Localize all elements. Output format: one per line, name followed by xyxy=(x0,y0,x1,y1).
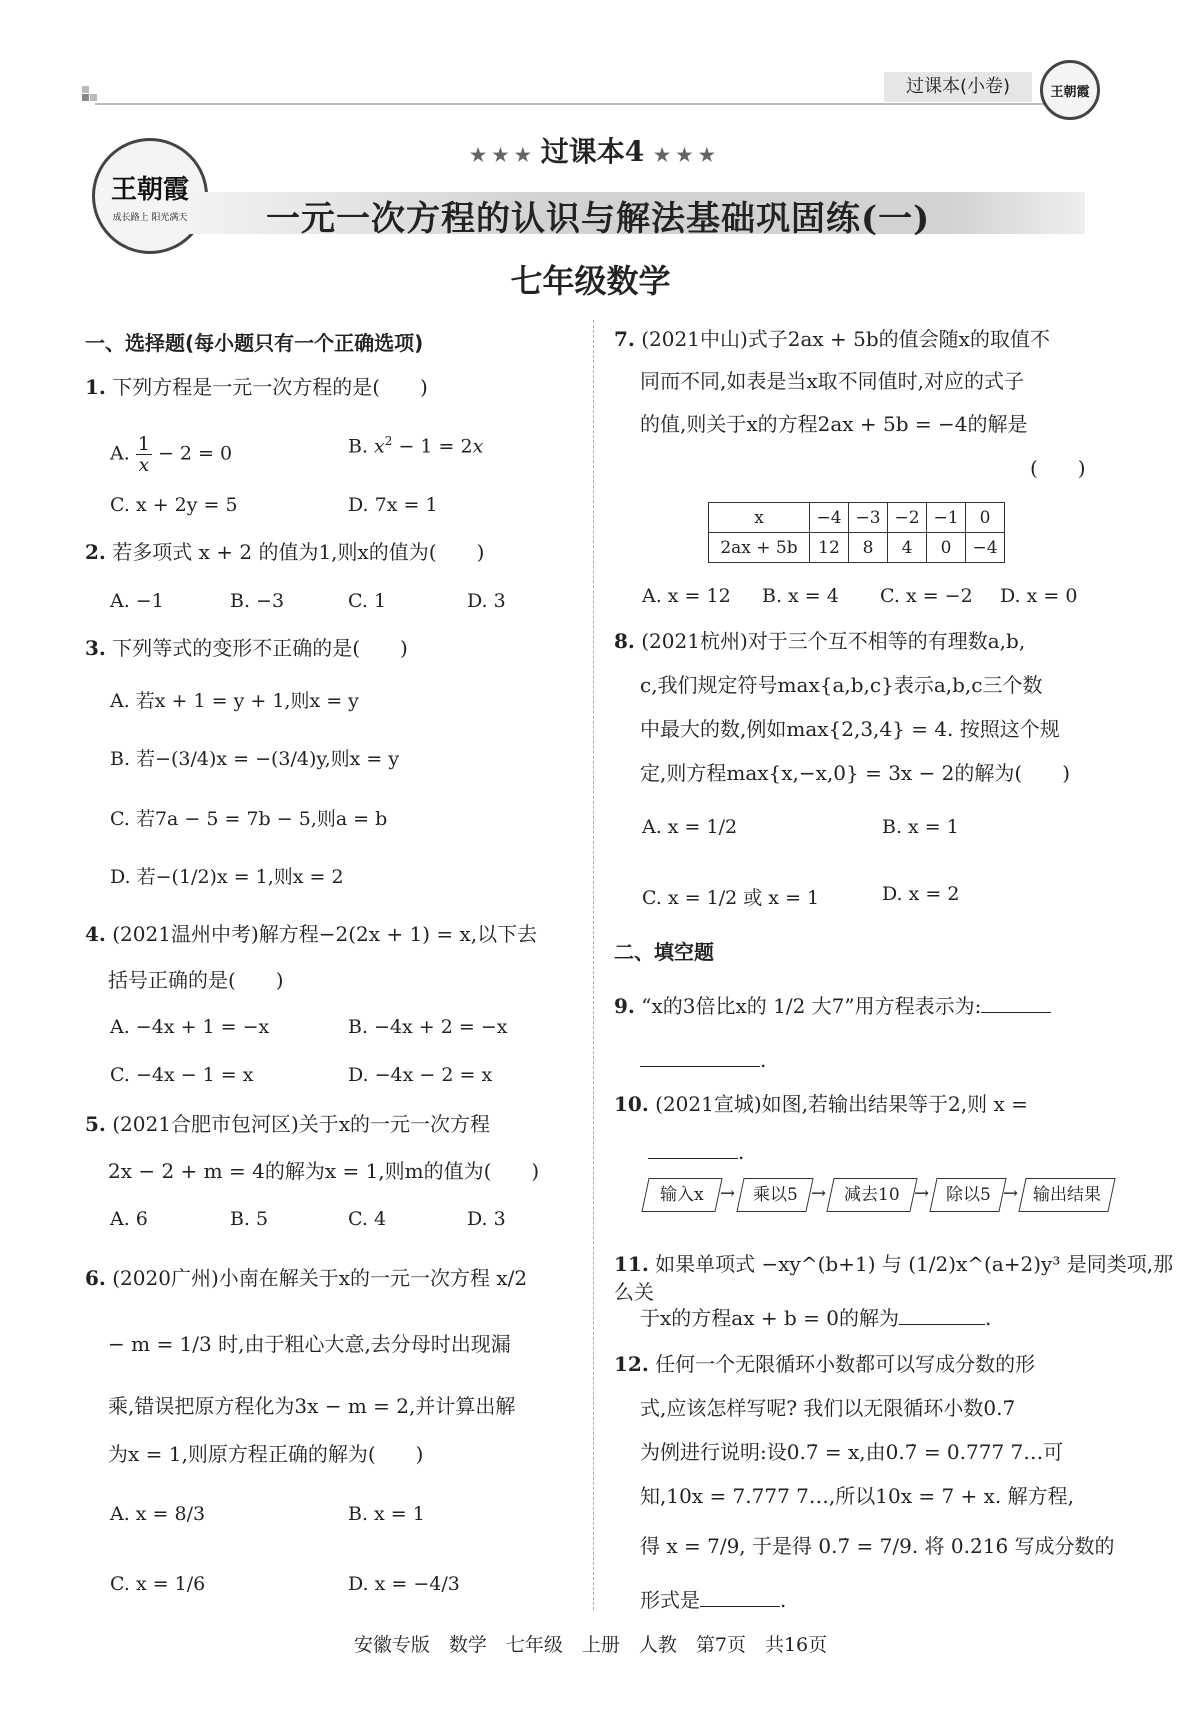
question-12-line2: 式,应该怎样写呢? 我们以无限循环小数0.7̇ xyxy=(640,1396,1016,1420)
q2-option-b: B. −3 xyxy=(230,590,285,612)
arrow-right-icon: → xyxy=(720,1183,736,1204)
question-7-line2: 同而不同,如表是当x取不同值时,对应的式子 xyxy=(640,369,1024,393)
q6-option-b: B. x = 1 xyxy=(348,1503,425,1525)
answer-blank[interactable] xyxy=(700,1586,780,1607)
q3-option-c: C. 若7a − 5 = 7b − 5,则a = b xyxy=(110,808,388,830)
q4-option-d: D. −4x − 2 = x xyxy=(348,1064,493,1086)
question-12-line5: 得 x = 7/9, 于是得 0.7̇ = 7/9. 将 0.2̇16̇ 写成分数的 xyxy=(640,1534,1115,1558)
question-11: 11. 如果单项式 −xy^(b+1) 与 (1/2)x^(a+2)y³ 是同类项,那么关 xyxy=(614,1252,1174,1304)
page-footer: 安徽专版 数学 七年级 上册 人教 第7页 共16页 xyxy=(353,1634,828,1656)
flow-step-input: 输入x xyxy=(641,1178,722,1212)
q5-option-c: C. 4 xyxy=(348,1208,387,1230)
arrow-right-icon: → xyxy=(811,1183,827,1204)
question-5: 5. (2021合肥市包河区)关于x的一元一次方程 xyxy=(85,1112,491,1136)
q4-option-c: C. −4x − 1 = x xyxy=(110,1064,254,1086)
question-8-line2: c,我们规定符号max{a,b,c}表示a,b,c三个数 xyxy=(640,673,1043,697)
question-1: 1. 下列方程是一元一次方程的是( ) xyxy=(85,375,428,399)
q8-option-b: B. x = 1 xyxy=(882,816,959,838)
q7-option-b: B. x = 4 xyxy=(762,585,839,607)
answer-blank[interactable] xyxy=(648,1138,738,1159)
question-6-line3: 乘,错误把原方程化为3x − m = 2,并计算出解 xyxy=(108,1394,516,1418)
q2-option-a: A. −1 xyxy=(110,590,164,612)
q2-option-c: C. 1 xyxy=(348,590,387,612)
question-12-line6: 形式是 . xyxy=(640,1588,787,1612)
answer-blank[interactable] xyxy=(640,1046,760,1067)
q8-option-d: D. x = 2 xyxy=(882,883,960,905)
table-cell: 2ax + 5b xyxy=(709,533,810,563)
question-6-line2: − m = 1/3 时,由于粗心大意,去分母时出现漏 xyxy=(108,1332,511,1356)
question-8: 8. (2021杭州)对于三个互不相等的有理数a,b, xyxy=(614,629,1026,653)
question-8-line4: 定,则方程max{x,−x,0} = 3x − 2的解为( ) xyxy=(640,761,1071,785)
q4-option-b: B. −4x + 2 = −x xyxy=(348,1016,508,1038)
arrow-right-icon: → xyxy=(1003,1183,1019,1204)
table-cell: 0 xyxy=(927,533,966,563)
column-divider xyxy=(593,320,594,1610)
q7-option-c: C. x = −2 xyxy=(880,585,973,607)
header-tab: 过课本(小卷) xyxy=(884,72,1032,102)
page-subtitle: 七年级数学 xyxy=(510,262,671,300)
question-5-line2: 2x − 2 + m = 4的解为x = 1,则m的值为( ) xyxy=(108,1159,540,1183)
question-11-line2: 于x的方程ax + b = 0的解为 . xyxy=(640,1306,992,1330)
q8-option-a: A. x = 1/2 xyxy=(642,816,738,838)
table-cell: −1 xyxy=(927,503,966,533)
q7-value-table xyxy=(708,502,1005,563)
q3-option-d: D. 若−(1/2)x = 1,则x = 2 xyxy=(110,866,344,888)
q6-option-a: A. x = 8/3 xyxy=(110,1503,206,1525)
table-row xyxy=(709,533,1005,563)
q4-option-a: A. −4x + 1 = −x xyxy=(110,1016,270,1038)
q2-option-d: D. 3 xyxy=(467,590,506,612)
question-3: 3. 下列等式的变形不正确的是( ) xyxy=(85,636,408,660)
q7-option-d: D. x = 0 xyxy=(1000,585,1078,607)
table-cell: 4 xyxy=(888,533,927,563)
q7-option-a: A. x = 12 xyxy=(642,585,731,607)
q6-option-d: D. x = −4/3 xyxy=(348,1573,460,1595)
question-7-line4: ( ) xyxy=(1030,456,1086,480)
q3-option-a: A. 若x + 1 = y + 1,则x = y xyxy=(110,690,359,712)
answer-blank[interactable] xyxy=(899,1304,985,1325)
table-cell: −2 xyxy=(888,503,927,533)
q3-option-b: B. 若−(3/4)x = −(3/4)y,则x = y xyxy=(110,748,400,770)
question-2: 2. 若多项式 x + 2 的值为1,则x的值为( ) xyxy=(85,540,485,564)
table-cell: 8 xyxy=(849,533,888,563)
q10-answer-line: . xyxy=(648,1138,744,1166)
question-7: 7. (2021中山)式子2ax + 5b的值会随x的取值不 xyxy=(614,327,1050,351)
flow-step-output: 输出结果 xyxy=(1018,1178,1115,1212)
question-7-line3: 的值,则关于x的方程2ax + 5b = −4的解是 xyxy=(640,412,1028,436)
q5-option-a: A. 6 xyxy=(110,1208,148,1230)
q8-option-c: C. x = 1/2 或 x = 1 xyxy=(642,887,820,909)
question-6: 6. (2020广州)小南在解关于x的一元一次方程 x/2 xyxy=(85,1266,528,1290)
q9-answer-line: . xyxy=(640,1046,766,1074)
q5-option-d: D. 3 xyxy=(467,1208,506,1230)
flow-step-divide: 除以5 xyxy=(929,1178,1006,1212)
flow-step-multiply: 乘以5 xyxy=(736,1178,813,1212)
table-cell: −4 xyxy=(966,533,1005,563)
answer-blank[interactable] xyxy=(981,992,1051,1013)
lesson-heading: ★ ★ ★ 过课本4 ★ ★ ★ xyxy=(470,135,715,168)
table-row xyxy=(709,503,1005,533)
question-12: 12. 任何一个无限循环小数都可以写成分数的形 xyxy=(614,1352,1036,1376)
question-4: 4. (2021温州中考)解方程−2(2x + 1) = x,以下去 xyxy=(85,922,538,946)
table-cell: −4 xyxy=(810,503,849,533)
arrow-right-icon: → xyxy=(914,1183,930,1204)
q6-option-c: C. x = 1/6 xyxy=(110,1573,206,1595)
question-4-line2: 括号正确的是( ) xyxy=(108,968,284,992)
q1-option-a: A. $\frac{1}{x} - 2 = 0$ xyxy=(110,433,233,476)
question-6-line4: 为x = 1,则原方程正确的解为( ) xyxy=(108,1442,424,1466)
table-cell: 0 xyxy=(966,503,1005,533)
section-heading-fill: 二、填空题 xyxy=(614,940,714,964)
section-heading-choice: 一、选择题(每小题只有一个正确选项) xyxy=(85,331,424,355)
brand-seal-small: 王朝霞 xyxy=(1040,60,1100,120)
question-8-line3: 中最大的数,例如max{2,3,4} = 4. 按照这个规 xyxy=(640,717,1060,741)
question-12-line4: 知,10x = 7.777 7…,所以10x = 7 + x. 解方程, xyxy=(640,1484,1075,1508)
table-cell: x xyxy=(709,503,810,533)
q5-option-b: B. 5 xyxy=(230,1208,269,1230)
table-cell: −3 xyxy=(849,503,888,533)
brand-logo: 王朝霞 成长路上 阳光满天 xyxy=(92,138,208,254)
table-cell: 12 xyxy=(810,533,849,563)
q1-option-c: C. x + 2y = 5 xyxy=(110,494,238,516)
page-title: 一元一次方程的认识与解法基础巩固练(一) xyxy=(266,199,931,239)
question-12-line3: 为例进行说明:设0.7̇ = x,由0.7̇ = 0.777 7…可 xyxy=(640,1440,1064,1464)
question-9: 9. “x的3倍比x的 1/2 大7”用方程表示为: xyxy=(614,992,1051,1020)
q1-option-b: B. $x^2 - 1 = 2x$ xyxy=(348,434,484,458)
q1-option-d: D. 7x = 1 xyxy=(348,494,438,516)
question-10: 10. (2021宣城)如图,若输出结果等于2,则 x = xyxy=(614,1092,1028,1116)
header-rule xyxy=(95,103,1095,105)
flow-step-subtract: 减去10 xyxy=(826,1178,917,1212)
